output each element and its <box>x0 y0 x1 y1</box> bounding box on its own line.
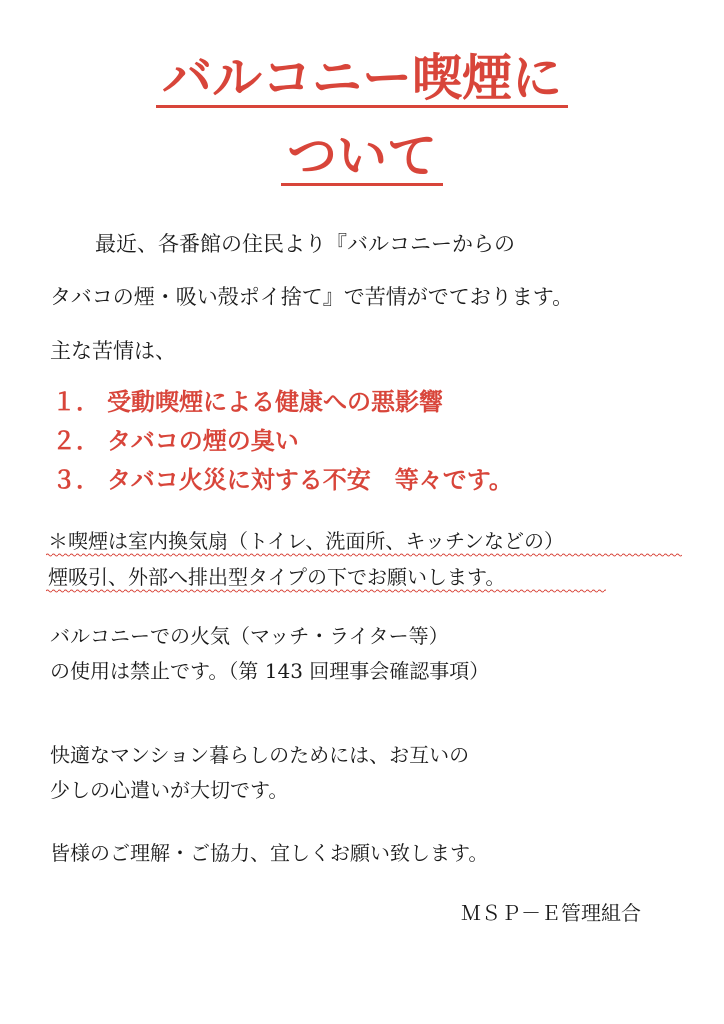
complaint-item <box>52 465 513 495</box>
fire-rule-line-1: バルコニーでの火気（マッチ・ライター等） <box>50 624 449 648</box>
intro-line-2: タバコの煙・吸い殻ポイ捨て』で苦情がでております。 <box>50 285 574 309</box>
complaint-number: １． <box>52 388 100 416</box>
complaint-number: ２． <box>52 427 100 455</box>
signature: ＭＳＰ－Ｅ管理組合 <box>461 901 641 925</box>
smoking-note-line-1: ＊喫煙は室内換気扇（トイレ、洗面所、キッチンなどの） <box>48 529 564 553</box>
complaint-item <box>52 387 443 417</box>
comfort-line-2: 少しの心遣いが大切です。 <box>50 778 289 802</box>
complaint-item <box>52 426 299 456</box>
thanks-text: 皆様のご理解・ご協力、宜しくお願い致します。 <box>50 841 489 865</box>
complaints-heading: 主な苦情は、 <box>50 339 176 363</box>
complaint-number: ３． <box>52 466 100 494</box>
complaint-text: タバコの煙の臭い <box>107 427 299 455</box>
wavy-underline <box>46 553 682 557</box>
complaint-text: 受動喫煙による健康への悪影響 <box>107 388 443 416</box>
page-title-line-2 <box>0 126 724 186</box>
fire-rule-line-2: の使用は禁止です。（第 143 回理事会確認事項） <box>50 659 490 683</box>
page-title-line-1 <box>0 48 724 108</box>
comfort-line-1: 快適なマンション暮らしのためには、お互いの <box>50 743 470 767</box>
intro-line-1: 最近、各番館の住民より『バルコニーからの <box>95 232 515 256</box>
page-title-text-2: ついて <box>281 129 443 186</box>
complaint-text: タバコ火災に対する不安 等々です。 <box>107 466 513 494</box>
page-title-text-1: バルコニー喫煙に <box>156 51 568 108</box>
wavy-underline <box>46 589 606 593</box>
smoking-note-line-2: 煙吸引、外部へ排出型タイプの下でお願いします。 <box>48 565 506 589</box>
